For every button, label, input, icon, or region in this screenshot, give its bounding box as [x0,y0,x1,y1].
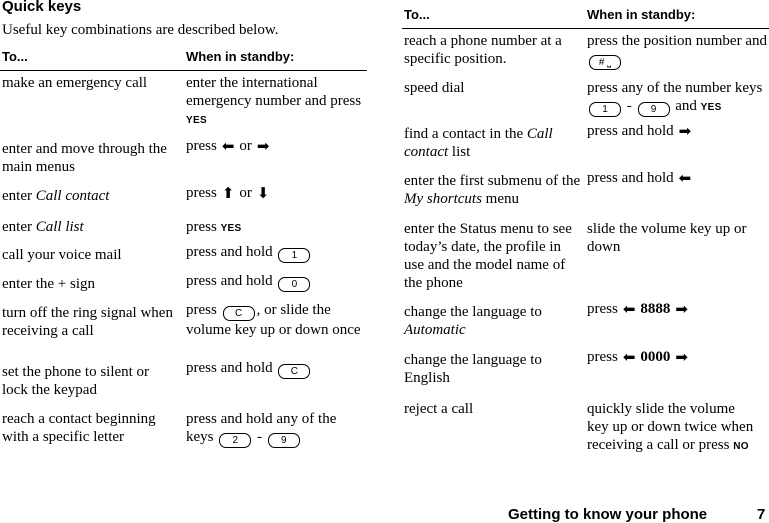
yes-key-label: YES [186,115,207,126]
row-how [186,410,364,448]
row-action: reject a call [404,401,474,417]
arrow-left-icon: ⬅ [622,300,636,318]
row-how-text: press and hold [186,244,273,260]
right-table [402,6,769,476]
row-how-text: press the position number and [587,33,767,49]
row-how-text: press and hold [587,170,674,186]
row-action [404,125,582,161]
action-prefix: find a contact in the [404,126,524,142]
row-action: turn off the ring signal when receiving a call [2,305,173,339]
row-how [186,74,364,130]
arrow-left-icon: ⬅ [678,169,692,187]
row-how [587,400,759,456]
left-table [0,48,367,448]
row-how [587,348,767,366]
action-prefix: enter [2,219,32,235]
row-action: reach a contact beginning with a specific letter [2,411,156,445]
left-col1-header: To... [2,49,28,64]
row-how [587,32,767,70]
language-code: 8888 [640,301,671,317]
key-0-icon: 0 [278,277,310,292]
row-how [186,359,364,379]
arrow-right-icon: ➡ [678,122,692,140]
action-prefix: change the language to [404,304,542,320]
arrow-down-icon: ⬇ [256,184,270,202]
row-how [186,137,364,155]
row-how [587,300,767,318]
row-action: reach a phone number at a specific position. [404,33,562,67]
action-prefix: enter [2,188,32,204]
left-col2-header: When in standby: [186,49,295,64]
action-italic: Call list [35,219,84,235]
yes-key-label: YES [220,223,242,234]
row-how-text: quickly slide the volume key up or down twice when receiving a call or press [587,401,754,453]
action-italic: Call contact [404,126,553,160]
row-how-text: press any of the number keys [587,80,763,96]
row-how [186,218,364,238]
yes-key-label: YES [700,102,722,113]
key-hash-icon: # ⎵ [589,55,621,70]
action-prefix: enter the first submenu of the [404,173,581,189]
row-how-text: press and hold [587,123,674,139]
row-action: speed dial [404,80,465,96]
row-how [186,243,364,263]
row-how-text: press and hold [186,273,273,289]
row-how-suffix: , or slide the volume key up or down once [186,302,361,338]
row-action [404,172,582,208]
key-2-icon: 2 [219,433,251,448]
row-how-text: press and hold any of the keys [186,411,337,445]
right-col2-header: When in standby: [587,7,696,22]
row-action: enter the + sign [2,276,96,292]
arrow-left-icon: ⬅ [221,137,235,155]
action-italic: My shortcuts [404,191,482,207]
row-how-text: press [587,349,618,365]
key-1-icon: 1 [278,248,310,263]
row-action [404,303,579,339]
dash-text: - [626,98,632,114]
row-how [587,122,767,140]
row-how [587,79,767,117]
row-how-text: press [186,219,217,235]
and-text: and [675,98,697,114]
right-header-rule [402,28,769,29]
row-how-text: press [186,138,217,154]
row-action: call your voice mail [2,247,122,263]
arrow-left-icon: ⬅ [622,348,636,366]
intro-text: Useful key combinations are described below. [2,22,279,38]
footer-section-title: Getting to know your phone [508,506,708,523]
arrow-up-icon: ⬆ [221,184,235,202]
row-how-text: press [186,185,217,201]
action-italic: Automatic [404,322,466,338]
right-col1-header: To... [404,7,430,22]
row-action [2,218,177,236]
row-how-text: enter the international emergency number and press [186,75,362,109]
no-key-label: NO [733,441,749,452]
row-how [587,169,767,187]
row-how-text: press and hold [186,360,273,376]
page-title: Quick keys [2,0,82,15]
row-action: set the phone to silent or lock the keypad [2,364,150,398]
row-how [186,184,364,202]
row-how [186,301,364,339]
arrow-right-icon: ➡ [675,300,688,318]
dash-text: - [257,429,262,445]
row-action: make an emergency call [2,75,148,91]
language-code: 0000 [640,349,671,365]
arrow-right-icon: ➡ [256,137,270,155]
left-header-rule [0,70,367,71]
page-number: 7 [757,506,766,523]
or-text: or [239,138,252,154]
row-how-text: press [587,301,618,317]
row-how: slide the volume key up or down [587,221,747,255]
action-suffix: list [451,144,471,160]
action-italic: Call contact [35,188,110,204]
key-1-icon: 1 [589,102,621,117]
row-how [186,272,364,292]
key-c-icon: C [278,364,310,379]
or-text: or [239,185,252,201]
row-action [2,187,177,205]
key-c-icon: C [223,306,255,321]
action-suffix: menu [485,191,519,207]
row-action: enter and move through the main menus [2,141,167,175]
row-how-text: press [186,302,217,318]
row-action: change the language to English [404,352,542,386]
arrow-right-icon: ➡ [675,348,688,366]
row-action: enter the Status menu to see today’s date, the profile in use and the model name of the phone [404,221,572,291]
key-9-icon: 9 [268,433,300,448]
key-9-icon: 9 [638,102,670,117]
